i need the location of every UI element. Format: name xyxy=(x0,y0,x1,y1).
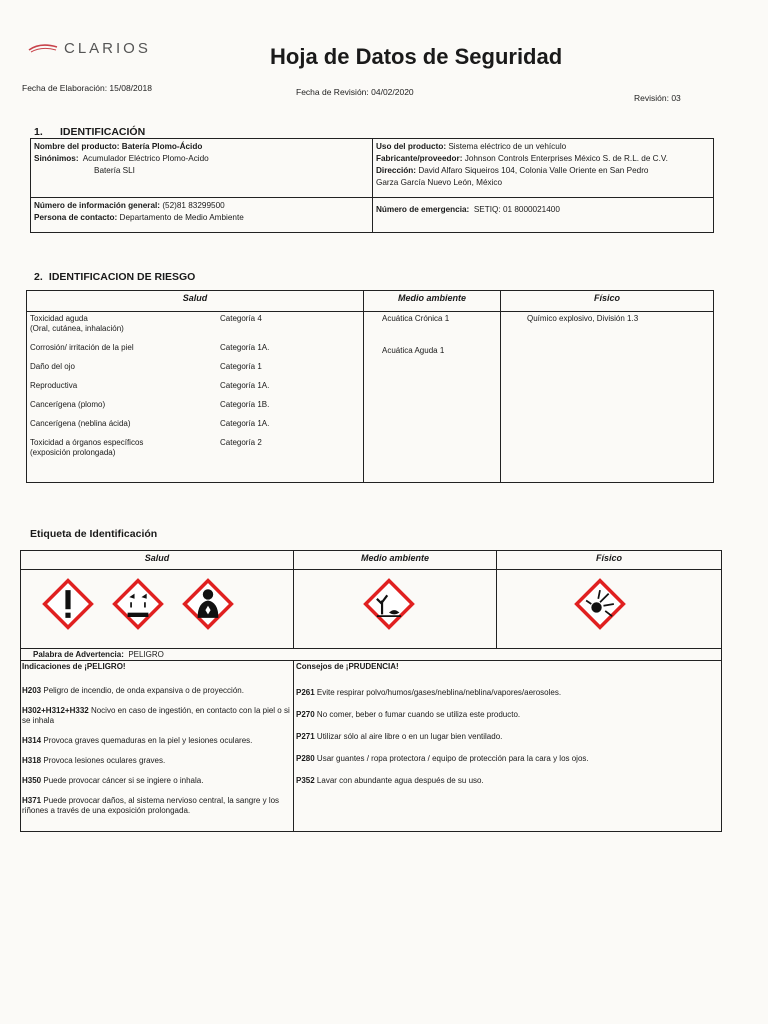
hazard-statements-cell: Indicaciones de ¡PELIGRO! H203 Peligro de incendio, de onda expansiva o de proyección. H302+H312+H332 Nocivo en caso de ingestión, en contacto con la piel o si se inhala H314 Provoca graves quemaduras en la piel y lesiones oculares. H318 Provoca lesiones oculares graves. H350 Puede provocar cáncer si se ingiere o inhala. H371 Puede provocar daños, al sistema nervioso central, la sangre y los riñones a través de una exposición prolongada. xyxy=(21,661,294,832)
document-title: Hoja de Datos de Seguridad xyxy=(270,44,563,69)
fisico-pictograms xyxy=(497,570,722,649)
risk-table xyxy=(26,290,714,483)
contact-cell: Número de información general: (52)81 83299500 Persona de contacto: Departamento de Medio Ambiente xyxy=(31,198,373,233)
signal-word: PELIGRO xyxy=(128,650,164,659)
risk-header-salud: Salud xyxy=(27,291,364,312)
hazard-statement: H302+H312+H332 Nocivo en caso de ingestión, en contacto con la piel o si se inhala xyxy=(22,706,290,725)
risk-header-medio: Medio ambiente xyxy=(364,291,501,312)
clarios-swoosh-icon xyxy=(28,42,58,56)
product-cell: Nombre del producto: Batería Plomo-Ácido Sinónimos: Acumulador Eléctrico Plomo-Acido Batería SLI xyxy=(31,139,373,198)
risk-row: Corrosión/ irritación de la piel Categoría 1A. xyxy=(30,343,270,352)
risk-row: Cancerígena (neblina ácida) Categoría 1A. xyxy=(30,419,270,428)
label-header-medio: Medio ambiente xyxy=(294,551,497,570)
usage-cell: Uso del producto: Sistema eléctrico de un vehículo Fabricante/proveedor: Johnson Controls Enterprises México S. de R.L. de C.V. Dirección: David Alfaro Siqueiros 104, Colonia Valle Oriente en San Pedro Garza García Nuevo León, México xyxy=(373,139,714,198)
corrosion-icon xyxy=(112,578,164,630)
risk-row: Toxicidad a órganos específicos (exposición prolongada) Categoría 2 xyxy=(30,438,262,457)
risk-fisico-cell: Químico explosivo, División 1.3 xyxy=(501,312,714,483)
risk-row: Daño del ojo Categoría 1 xyxy=(30,362,262,371)
section1-heading: 1. IDENTIFICACIÓN xyxy=(34,126,146,138)
risk-medio-cell: Acuática Crónica 1 Acuática Aguda 1 xyxy=(364,312,501,483)
identification-table xyxy=(30,138,714,233)
clarios-logo xyxy=(28,40,151,57)
logo-text: CLARIOS xyxy=(64,40,151,57)
precaution-statement: P271 Utilizar sólo al aire libre o en un lugar bien ventilado. xyxy=(296,732,503,741)
salud-pictograms xyxy=(21,570,294,649)
risk-row: Reproductiva Categoría 1A. xyxy=(30,381,270,390)
medio-pictograms xyxy=(294,570,497,649)
precaution-statement: P261 Evite respirar polvo/humos/gases/neblina/neblina/vapores/aerosoles. xyxy=(296,688,562,697)
risk-row: Toxicidad aguda (Oral, cutánea, inhalación) Categoría 4 xyxy=(30,314,262,333)
explosive-icon xyxy=(574,578,626,630)
precaution-statement: P280 Usar guantes / ropa protectora / equipo de protección para la cara y los ojos. xyxy=(296,754,589,763)
label-header-fisico: Físico xyxy=(497,551,722,570)
hazard-statement: H314 Provoca graves quemaduras en la piel y lesiones oculares. xyxy=(22,736,253,745)
exclamation-icon xyxy=(42,578,94,630)
precaution-statement: P270 No comer, beber o fumar cuando se utiliza este producto. xyxy=(296,710,521,719)
hazard-statement: H203 Peligro de incendio, de onda expansiva o de proyección. xyxy=(22,686,244,695)
emergency-cell: Número de emergencia: SETIQ: 01 8000021400 xyxy=(373,198,714,233)
hazard-statement: H350 Puede provocar cáncer si se ingiere o inhala. xyxy=(22,776,204,785)
health-hazard-icon xyxy=(182,578,234,630)
precaution-statement: P352 Lavar con abundante agua después de su uso. xyxy=(296,776,484,785)
environment-icon xyxy=(363,578,415,630)
risk-header-fisico: Físico xyxy=(501,291,714,312)
risk-row: Cancerígena (plomo) Categoría 1B. xyxy=(30,400,270,409)
section2-heading: 2. IDENTIFICACION DE RIESGO xyxy=(34,271,196,283)
label-header-salud: Salud xyxy=(21,551,294,570)
signal-word-row: Palabra de Advertencia: PELIGRO xyxy=(21,649,722,661)
precaution-statements-cell: Consejos de ¡PRUDENCIA! P261 Evite respirar polvo/humos/gases/neblina/neblina/vapores/aerosoles. P270 No comer, beber o fumar cuando se utiliza este producto. P271 Utilizar sólo al aire libre o en un lugar bien ventilado. P280 Usar guantes / ropa protectora / equipo de protección para la cara y los ojos. P352 Lavar con abundante agua después de su uso. xyxy=(294,661,722,832)
label-table xyxy=(20,550,722,832)
hazard-statement: H371 Puede provocar daños, al sistema nervioso central, la sangre y los riñones a través de una exposición prolongada. xyxy=(22,796,280,815)
risk-salud-cell xyxy=(27,312,364,483)
hazard-statement: H318 Provoca lesiones oculares graves. xyxy=(22,756,166,765)
section3-heading: Etiqueta de Identificación xyxy=(30,528,158,540)
fecha-elaboracion: Fecha de Elaboración: 15/08/2018 xyxy=(22,83,152,93)
fecha-revision: Fecha de Revisión: 04/02/2020 xyxy=(296,87,414,97)
revision-number: Revisión: 03 xyxy=(634,93,681,103)
